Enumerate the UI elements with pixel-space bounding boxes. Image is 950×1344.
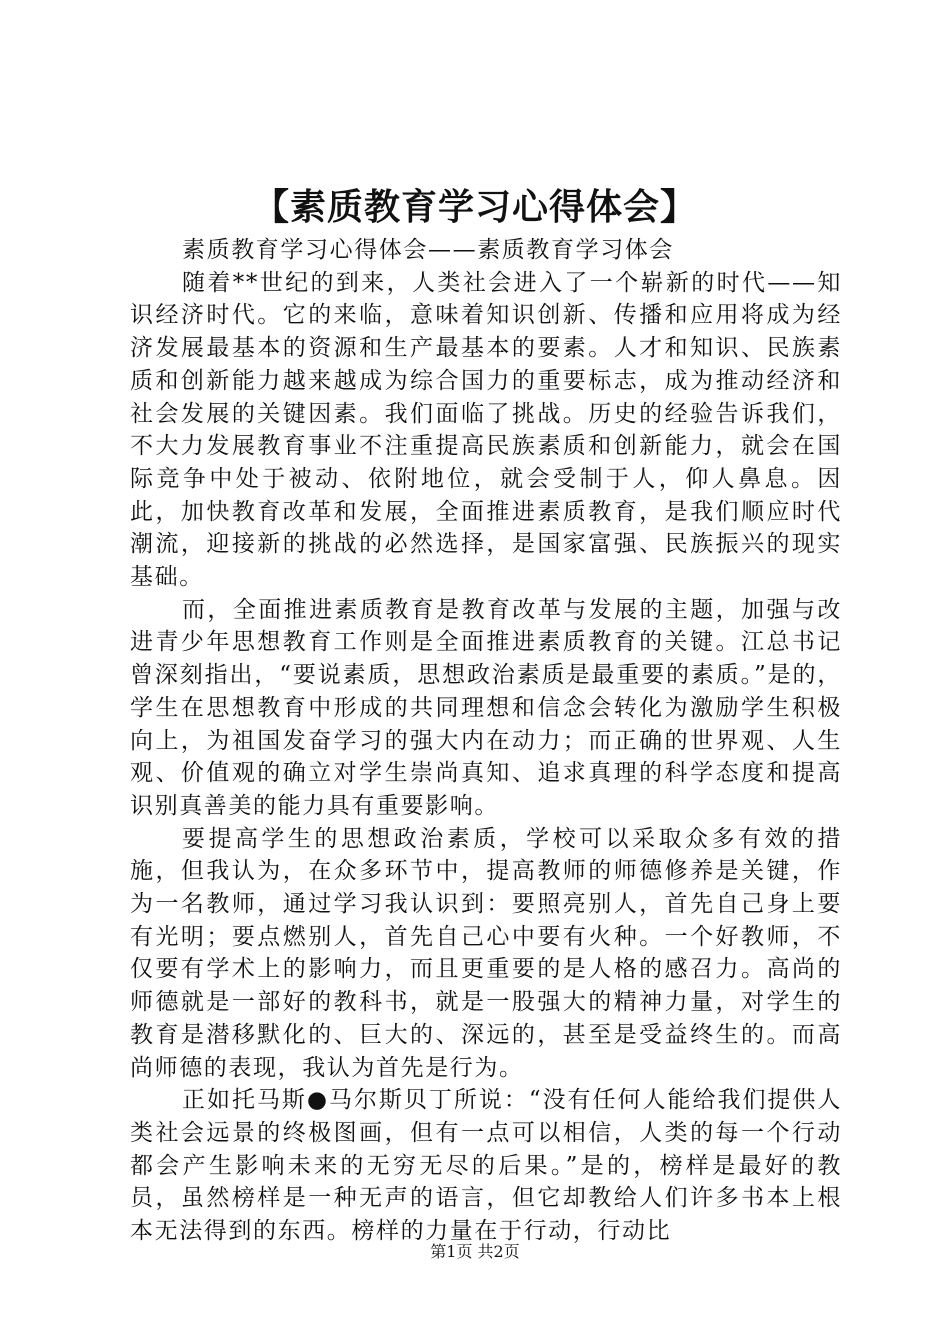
body-paragraph: 正如托马斯●马尔斯贝丁所说：“没有任何人能给我们提供人类社会远景的终极图画，但有一点可以相信，人类的每一个行动都会产生影响未来的无穷无尽的后果。”是的，榜样是最好的教员，虽然榜样是一种无声的语言，但它却教给人们许多书本上根本无法得到的东西。榜样的力量在于行动，行动比 xyxy=(130,1087,842,1245)
subtitle-paragraph: 素质教育学习心得体会——素质教育学习体会 xyxy=(182,237,674,263)
document-title: 【素质教育学习心得体会】 xyxy=(252,186,697,228)
body-paragraph: 要提高学生的思想政治素质，学校可以采取众多有效的措施，但我认为，在众多环节中，提高教师的师德修养是关键，作为一名教师，通过学习我认识到：要照亮别人，首先自己身上要有光明；要点燃别人，首先自己心中要有火种。一个好教师，不仅要有学术上的影响力，而且更重要的是人格的感召力。高尚的师德就是一部好的教科书，就是一股强大的精神力量，对学生的教育是潜移默化的、巨大的、深远的，甚至是受益终生的。而高尚师德的表现，我认为首先是行为。 xyxy=(130,825,842,1081)
document-body xyxy=(130,234,842,1248)
body-paragraph: 随着**世纪的到来，人类社会进入了一个崭新的时代——知识经济时代。它的来临，意味着知识创新、传播和应用将成为经济发展最基本的资源和生产最基本的要素。人才和知识、民族素质和创新能力越来越成为综合国力的重要标志，成为推动经济和社会发展的关键因素。我们面临了挑战。历史的经验告诉我们，不大力发展教育事业不注重提高民族素质和创新能力，就会在国际竞争中处于被动、依附地位，就会受制于人，仰人鼻息。因此，加快教育改革和发展，全面推进素质教育，是我们顺应时代潮流，迎接新的挑战的必然选择，是国家富强、民族振兴的现实基础。 xyxy=(130,269,842,591)
page-number-footer: 第1页 共2页 xyxy=(430,1242,520,1261)
body-paragraph: 而，全面推进素质教育是教育改革与发展的主题，加强与改进青少年思想教育工作则是全面推进素质教育的关键。江总书记曾深刻指出，“要说素质，思想政治素质是最重要的素质。”是的，学生在思想教育中形成的共同理想和信念会转化为激励学生积极向上，为祖国发奋学习的强大内在动力；而正确的世界观、人生观、价值观的确立对学生崇尚真知、追求真理的科学态度和提高识别真善美的能力具有重要影响。 xyxy=(130,596,842,819)
